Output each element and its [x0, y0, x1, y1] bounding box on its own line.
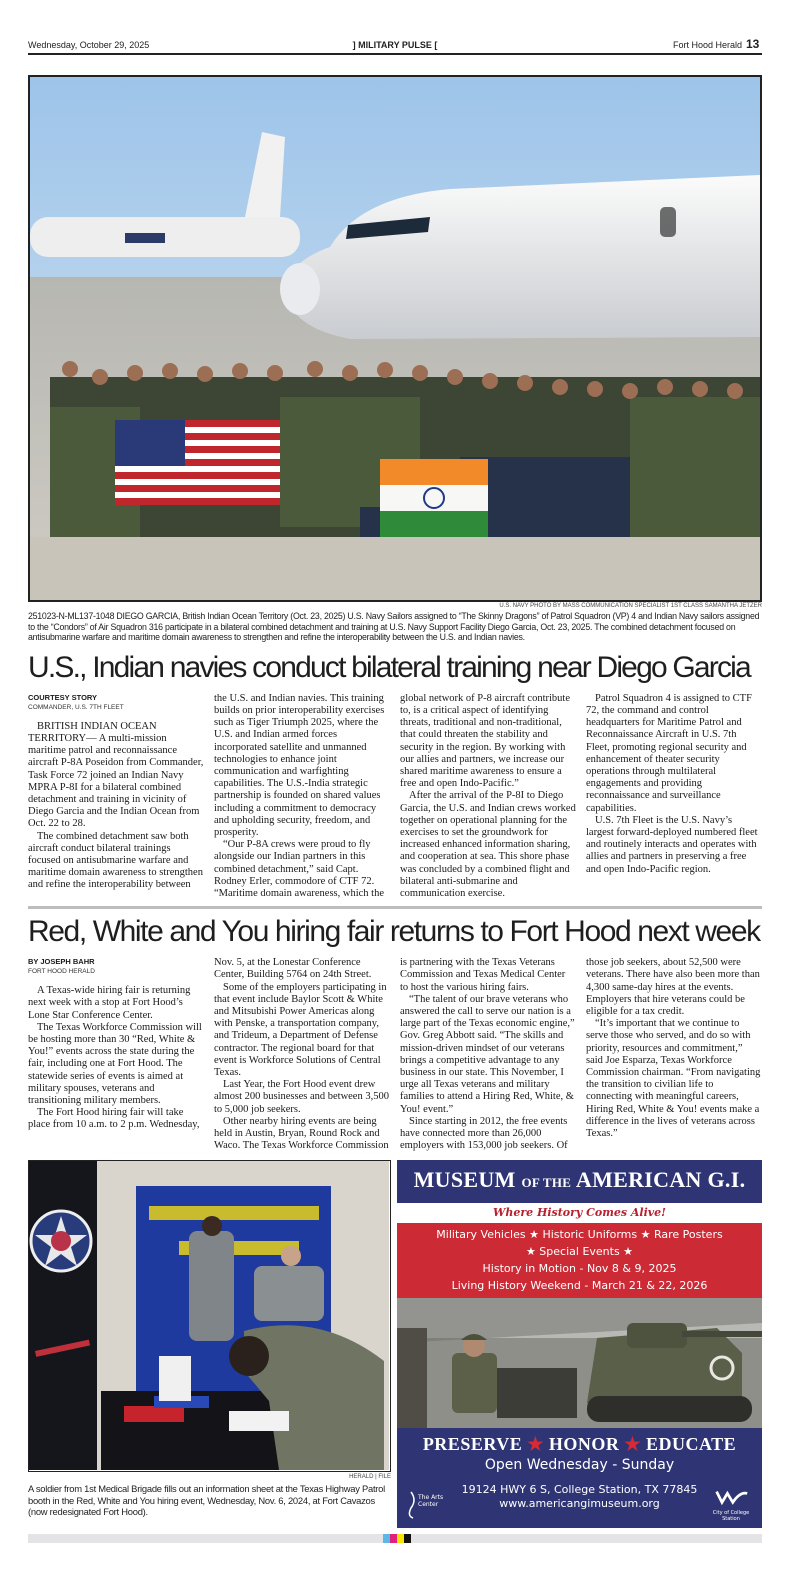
page-number: 13	[746, 37, 760, 51]
section-name: ] MILITARY PULSE [	[352, 40, 438, 50]
paragraph: “It’s important that we continue to serve those who served, and do so with priority, resources and commitment,” said Joe Esparza, Texas Workforce Commission chairman. “From navigating the transition to civilian life to connecting with meaningful careers, Hiring Red, White & You! events make a difference in the lives of veterans across Texas.”	[586, 1018, 761, 1140]
article1-body	[28, 693, 762, 900]
ad-website[interactable]: www.americangimuseum.org	[499, 1497, 660, 1511]
article1-headline: U.S., Indian navies conduct bilateral training near Diego Garcia	[28, 650, 750, 684]
paragraph: Since starting in 2012, the free events have connected more than 26,000 employers with 153,000 job seekers. Of those job seekers, about 52,500 were veterans. There have also been more than 4,300 same-day hires at the events. Employers that hire veterans could be eligible for a tax credit.	[400, 957, 760, 1152]
ad-title-of: OF THE	[521, 1175, 572, 1191]
bottom-section	[28, 1160, 762, 1528]
city-logo-text: City of College Station	[712, 1510, 750, 1523]
star-icon: ★	[527, 1434, 544, 1455]
bottom-photo-caption: A soldier from 1st Medical Brigade fills out an information sheet at the Texas Highway Patrol booth in the Red, White and You hiring event, Wednesday, Nov. 6, 2024, at Fort Cavazos (now redesignated Fort Hood).	[28, 1483, 385, 1518]
ad-event: History in Motion - Nov 8 & 9, 2025	[482, 1262, 677, 1276]
magenta-mark	[390, 1534, 397, 1543]
ad-hours: Open Wednesday - Sunday	[484, 1457, 675, 1474]
paragraph: “Our P-8A crews were proud to fly alongside our Indian partners in this combined detachment,” said Capt. Rodney Erler, commodore of CTF 72. “Maritime domain awareness, which the global network of P-8 aircraft contribute to, is a critical aspect of identifying threats, traditional and non-traditional, that could threaten the stability and security in the region. By working with our allies and partners, we increase our shared maritime awareness to ensure a free and open Indo-Pacific.”	[214, 692, 570, 900]
footer-bar	[28, 1534, 762, 1543]
paper-name: Fort Hood Herald	[672, 40, 742, 50]
paragraph: The Texas Workforce Commission will be hosting more than 30 “Red, White & You!” events across the state during the fair, including one at Fort Hood. The statewide series of events is aimed at military spouses, veterans and transitioning military members.	[28, 1021, 202, 1107]
arts-center-logo	[405, 1490, 455, 1520]
byline-org: COMMANDER, U.S. 7TH FLEET	[28, 703, 124, 711]
motto-educate: EDUCATE	[646, 1434, 737, 1455]
ad-address: 19124 HWY 6 S, College Station, TX 77845	[461, 1483, 698, 1497]
paragraph: U.S. 7th Fleet is the U.S. Navy’s largest forward-deployed numbered fleet and routinely interacts and operates with allies and partners in preserving a free and open Indo-Pacific region.	[586, 814, 758, 875]
paragraph: “The talent of our brave veterans who answered the call to serve our nation is a large part of the Texas economic engine,” Gov. Greg Abbott said. “The skills and mission-driven mindset of our veterans brings a competitive advantage to any business in our state. This November, I urge all Texas veterans and military families to attend a Hiring Red, White, & You! event.”	[400, 993, 575, 1115]
ad-contact	[457, 1483, 702, 1511]
ad-title-american-gi: AMERICAN G.I.	[575, 1167, 746, 1193]
cyan-mark	[383, 1534, 390, 1543]
india-flag	[380, 459, 488, 537]
city-logo-icon	[711, 1488, 751, 1506]
section-divider	[28, 906, 762, 909]
navy-group-photo	[30, 77, 760, 600]
ad-features-line: Military Vehicles ★ Historic Uniforms ★ Rare Posters	[436, 1228, 723, 1242]
paragraph: Some of the employers participating in that event include Baylor Scott & White and Mitsubishi Power Americas along with Penske, a transportation company, and Trideum, a Department of Defense contractor. The regional board for that event is Workforce Solutions of Central Texas.	[214, 981, 387, 1079]
paragraph: After the arrival of the P-8I to Diego Garcia, the U.S. and Indian crews worked together on operational planning for the exercises to set the groundwork for increased enhanced information sharing, and cooperation at sea. This shore phase was concluded by a combined flight and bilateral anti-submarine and communication exercise.	[400, 790, 576, 900]
article2-body	[28, 957, 762, 1152]
paragraph: The Fort Hood hiring fair will take place from 10 a.m. to 2 p.m. Wednesday, Nov. 5, at the Lonestar Conference Center, Building 5764 on 24th Street.	[28, 957, 372, 1131]
tank-photo	[397, 1298, 762, 1428]
hiring-fair-photo	[29, 1161, 389, 1470]
us-flag	[115, 420, 280, 505]
ad-tagline: Where History Comes Alive!	[492, 1206, 667, 1220]
byline-org: FORT HOOD HERALD	[28, 968, 95, 976]
ad-title-museum: MUSEUM	[413, 1167, 516, 1193]
byline: COURTESY STORY	[28, 692, 98, 702]
arts-center-text: The Arts Center	[418, 1494, 444, 1509]
page-content	[28, 611, 762, 1543]
header-rule	[28, 53, 762, 55]
header-date: Wednesday, October 29, 2025	[28, 40, 150, 50]
music-clef-icon	[405, 1490, 417, 1520]
ad-motto	[397, 1428, 762, 1455]
paragraph: BRITISH INDIAN OCEAN TERRITORY— A multi-mission maritime patrol and reconnaissance aircraft P-8A Poseidon from Commander, Task Force 72 joined an Indian Navy MPRA P-8I for a bilateral combined detachment and training in vicinity of Diego Garcia and the Indian Ocean from Oct. 22 to 28.	[28, 720, 204, 830]
byline: BY JOSEPH BAHR	[28, 957, 95, 967]
ad-footer	[397, 1428, 762, 1528]
paragraph: The combined detachment saw both aircraft conduct bilateral trainings focused on antisubmarine warfare and maritime domain awareness to strengthen and refine the interoperability between the U.S. and Indian navies. This training builds on prior interoperability exercises such as Tiger Triumph 2025, where the U.S. and Indian armed forces incorporated satellite and unmanned technologies to enhance joint communication and warfighting capabilities. The U.S.-India strategic partnership is founded on shared values including a commitment to democracy and upholding security, freedom, and prosperity.	[28, 692, 385, 891]
ad-event: Living History Weekend - March 21 & 22, 2026	[451, 1279, 708, 1293]
motto-preserve: PRESERVE	[422, 1434, 523, 1455]
print-registration-marks	[383, 1534, 411, 1543]
ad-title	[397, 1160, 762, 1203]
paragraph: Last Year, the Fort Hood event drew almost 200 businesses and between 3,500 to 5,000 job seekers.	[214, 1079, 389, 1115]
top-photo-credit: U.S. NAVY PHOTO BY MASS COMMUNICATION SPECIALIST 1ST CLASS SAMANTHA JETZER	[499, 603, 762, 609]
bottom-photo-credit: HERALD | FILE	[349, 1474, 391, 1481]
ad-features	[397, 1223, 762, 1298]
motto-honor: HONOR	[548, 1434, 620, 1455]
ad-photo	[397, 1298, 762, 1428]
paragraph: Patrol Squadron 4 is assigned to CTF 72, the command and control headquarters for Maritime Patrol and Reconnaissance Aircraft in U.S. 7th Fleet, promoting regional security and enhancement of theater security operations through multilateral engagements and providing reconnaissance and surveillance capabilities.	[586, 692, 752, 814]
college-station-logo	[704, 1488, 758, 1522]
paragraph: Other nearby hiring events are being held in Austin, Bryan, Round Rock and Waco. The Texas Workforce Commission is partnering with the Texas Veterans Commission and Texas Medical Center to host the various hiring fairs.	[214, 957, 566, 1152]
bottom-photo-block	[28, 1160, 391, 1517]
black-mark	[404, 1534, 411, 1543]
museum-advertisement[interactable]	[397, 1160, 762, 1528]
paragraph: A Texas-wide hiring fair is returning next week with a stop at Fort Hood’s Lone Star Conference Center.	[28, 985, 191, 1021]
top-photo	[28, 75, 762, 602]
article2-headline: Red, White and You hiring fair returns to Fort Hood next week	[28, 915, 760, 949]
bottom-photo	[28, 1160, 391, 1472]
star-icon: ★	[624, 1434, 641, 1455]
top-photo-caption: 251023-N-ML137-1048 DIEGO GARCIA, British Indian Ocean Territory (Oct. 23, 2025) U.S. Navy Sailors assigned to “The Skinny Dragons” of Patrol Squadron (VP) 4 and Indian Navy sailors assigned to the “Condors” of Air Squadron 316 participate in a bilateral combined detachment and training at U.S. Navy Support Facility Diego Garcia, Oct. 23, 2025. The combined detachment focused on antisubmarine warfare and maritime domain awareness to strengthen and refine the interoperability between the U.S. and Indian navies.	[28, 611, 760, 643]
yellow-mark	[397, 1534, 404, 1543]
ad-features-line: ★ Special Events ★	[525, 1245, 634, 1259]
